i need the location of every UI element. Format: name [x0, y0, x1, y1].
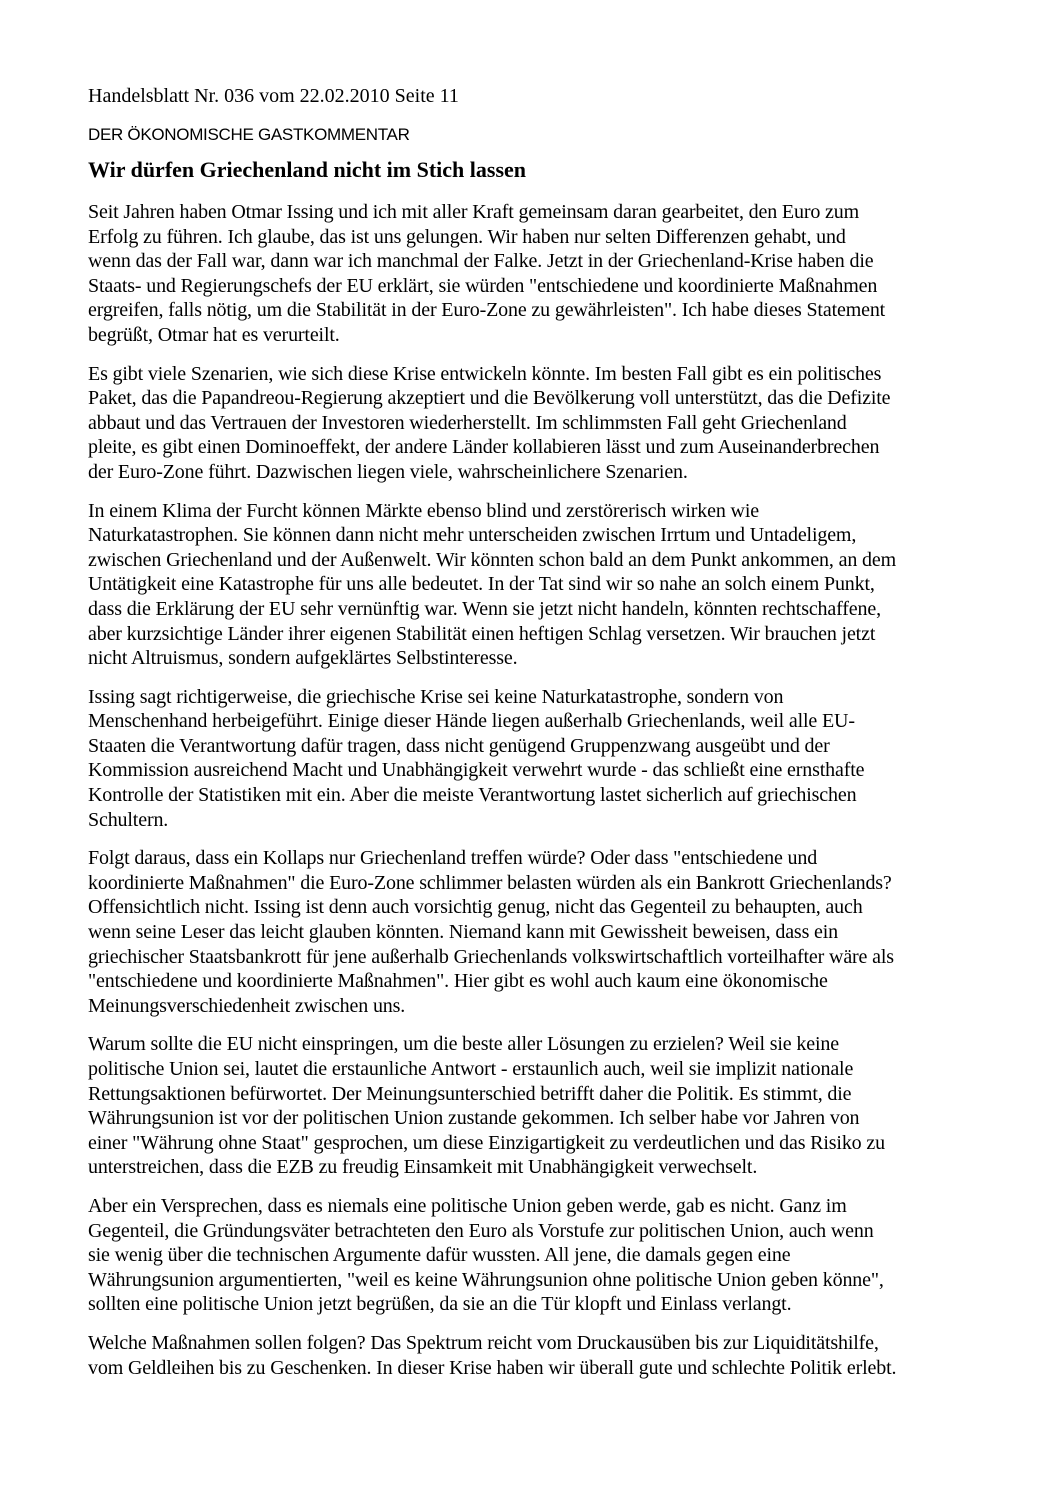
paragraph [88, 1032, 1008, 1180]
paragraph [88, 362, 1008, 485]
text-line: Seit Jahren haben Otmar Issing und ich mit aller Kraft gemeinsam daran gearbeitet, den Euro zum [88, 201, 860, 223]
paragraph [88, 846, 1008, 1018]
text-line: Staaten die Verantwortung dafür tragen, dass nicht genügend Gruppenzwang ausgeübt und der [88, 734, 830, 757]
text-line: In einem Klima der Furcht können Märkte ebenso blind und zerstörerisch wirken wie [88, 499, 759, 522]
paragraph [88, 1194, 1008, 1317]
text-line: Währungsunion ist vor der politischen Union zustande gekommen. Ich selber habe vor Jahren von [88, 1107, 860, 1130]
text-line: pleite, es gibt einen Dominoeffekt, der andere Länder kollabieren lässt und zum Auseinanderbrechen [88, 436, 880, 459]
article-body [88, 200, 1008, 1380]
article-title: Wir dürfen Griechenland nicht im Stich lassen [88, 157, 527, 182]
text-line: Kontrolle der Statistiken mit ein. Aber die meiste Verantwortung lastet sicherlich auf griechischen [88, 784, 857, 807]
paragraph [88, 499, 1008, 671]
text-line: unterstreichen, dass die EZB zu freudig Einsamkeit mit Unabhängigkeit verwechselt. [88, 1156, 758, 1179]
text-line: politische Union sei, lautet die erstaunliche Antwort - erstaunlich auch, weil sie implizit nationale [88, 1058, 854, 1080]
text-line: griechischer Staatsbankrott für jene außerhalb Griechenlands volkswirtschaftlich vorteilhafter wäre als [88, 945, 894, 968]
text-line: Aber ein Versprechen, dass es niemals eine politische Union geben werde, gab es nicht. Ganz im [88, 1194, 847, 1217]
text-line: Erfolg zu führen. Ich glaube, das ist uns gelungen. Wir haben nur selten Differenzen gehabt, und [88, 225, 846, 248]
paragraph [88, 200, 1008, 348]
text-line: ergreifen, falls nötig, um die Stabilität in der Euro-Zone zu gewährleisten". Ich habe dieses Statement [88, 299, 886, 322]
text-line: Folgt daraus, dass ein Kollaps nur Griechenland treffen würde? Oder dass "entschiedene und [88, 847, 818, 870]
text-line: Warum sollte die EU nicht einspringen, um die beste aller Lösungen zu erzielen? Weil sie keine [88, 1033, 839, 1056]
text-line: der Euro-Zone führt. Dazwischen liegen viele, wahrscheinlichere Szenarien. [88, 460, 688, 483]
document-page [88, 84, 1008, 1394]
paragraph [88, 685, 1008, 833]
text-line: wenn seine Leser das leicht glauben könnten. Niemand kann mit Gewissheit beweisen, dass ein [88, 921, 839, 944]
text-line: Rettungsaktionen befürwortet. Der Meinungsunterschied betrifft daher die Politik. Es stimmt, die [88, 1082, 852, 1105]
text-line: dass die Erklärung der EU sehr vernünftig war. Wenn sie jetzt nicht handeln, könnten rechtschaffene, [88, 597, 881, 620]
text-line: Welche Maßnahmen sollen folgen? Das Spektrum reicht vom Druckausüben bis zur Liquiditätshilfe, [88, 1331, 879, 1354]
text-line: koordinierte Maßnahmen" die Euro-Zone schlimmer belasten würden als ein Bankrott Griechenlands? [88, 871, 892, 894]
text-line: Untätigkeit eine Katastrophe für uns alle bedeutet. In der Tat sind wir so nahe an solch einem Punkt, [88, 573, 875, 596]
text-line: Gegenteil, die Gründungsväter betrachteten den Euro als Vorstufe zur politischen Union, auch wenn [88, 1219, 874, 1242]
text-line: aber kurzsichtige Länder ihrer eigenen Stabilität einen heftigen Schlag versetzen. Wir brauchen jetzt [88, 622, 876, 645]
text-line: Menschenhand herbeigeführt. Einige dieser Hände liegen außerhalb Griechenlands, weil alle EU- [88, 710, 855, 733]
text-line: Kommission ausreichend Macht und Unabhängigkeit verwehrt wurde - das schließt eine ernsthafte [88, 759, 865, 782]
section-label: DER ÖKONOMISCHE GASTKOMMENTAR [88, 125, 410, 144]
text-line: einer "Währung ohne Staat" gesprochen, um diese Einzigartigkeit zu verdeutlichen und das Risiko zu [88, 1131, 885, 1154]
paragraph [88, 1331, 1008, 1380]
text-line: Issing sagt richtigerweise, die griechische Krise sei keine Naturkatastrophe, sondern von [88, 685, 784, 708]
text-line: abbaut und das Vertrauen der Investoren wiederherstellt. Im schlimmsten Fall geht Griechenland [88, 411, 847, 434]
text-line: Es gibt viele Szenarien, wie sich diese Krise entwickeln könnte. Im besten Fall gibt es ein politisches [88, 362, 882, 385]
text-line: begrüßt, Otmar hat es verurteilt. [88, 323, 340, 346]
text-line: Meinungsverschiedenheit zwischen uns. [88, 994, 406, 1017]
text-line: Schultern. [88, 808, 169, 831]
text-line: sie wenig über die technischen Argumente dafür wussten. All jene, die damals gegen eine [88, 1244, 791, 1267]
text-line: vom Geldleihen bis zu Geschenken. In dieser Krise haben wir überall gute und schlechte Politik erlebt. [88, 1356, 897, 1379]
text-line: Offensichtlich nicht. Issing ist denn auch vorsichtig genug, nicht das Gegenteil zu behaupten, auch [88, 896, 863, 919]
text-line: Staats- und Regierungschefs der EU erklärt, sie würden "entschiedene und koordinierte Maßnahmen [88, 274, 878, 297]
text-line: nicht Altruismus, sondern aufgeklärtes Selbstinteresse. [88, 647, 518, 670]
text-line: Paket, das die Papandreou-Regierung akzeptiert und die Bevölkerung voll unterstützt, das die Defizite [88, 387, 891, 410]
text-line: Währungsunion argumentierten, "weil es keine Währungsunion ohne politische Union geben könne", [88, 1268, 884, 1291]
text-line: sollten eine politische Union jetzt begrüßen, da sie an die Tür klopft und Einlass verlangt. [88, 1293, 792, 1316]
text-line: wenn das der Fall war, dann war ich manchmal der Falke. Jetzt in der Griechenland-Krise haben die [88, 250, 874, 273]
text-line: zwischen Griechenland und der Außenwelt. Wir könnten schon bald an dem Punkt ankommen, an dem [88, 548, 897, 571]
text-line: Naturkatastrophen. Sie können dann nicht mehr unterscheiden zwischen Irrtum und Untadeligem, [88, 524, 857, 547]
source-line: Handelsblatt Nr. 036 vom 22.02.2010 Seite 11 [88, 85, 459, 107]
text-line: "entschiedene und koordinierte Maßnahmen". Hier gibt es wohl auch kaum eine ökonomische [88, 970, 828, 993]
